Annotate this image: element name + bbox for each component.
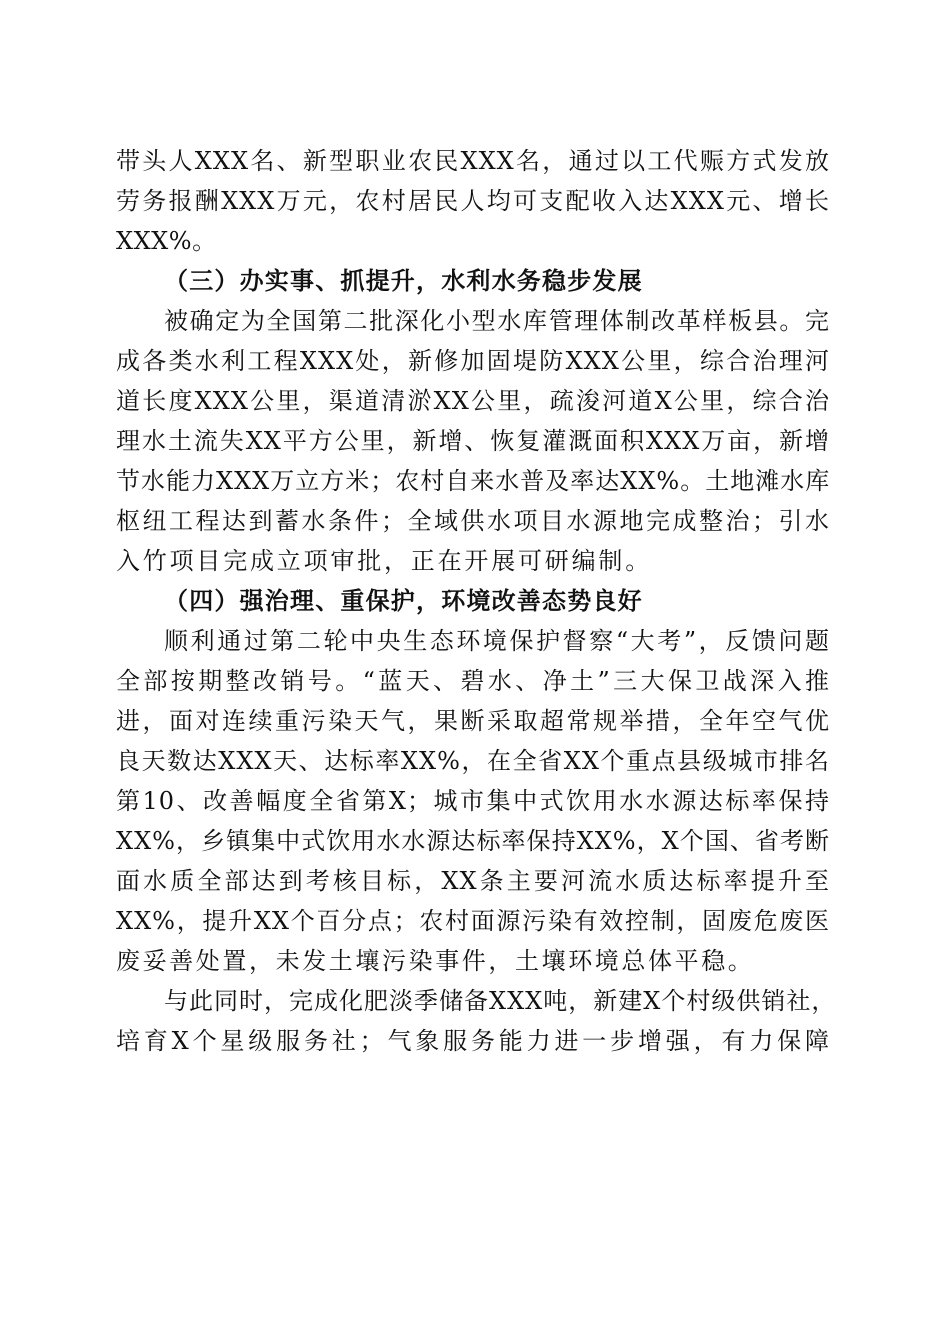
section-heading-3: （三）办实事、抓提升，水利水务稳步发展 [164, 266, 643, 295]
text-line: 节水能力XXX万立方米；农村自来水普及率达XX%。土地滩水库 [116, 467, 831, 495]
text-line: 废妥善处置，未发土壤污染事件，土壤环境总体平稳。 [116, 947, 755, 975]
text-line: 顺利通过第二轮中央生态环境保护督察“大考”，反馈问题 [164, 627, 830, 655]
text-line: XXX%。 [116, 227, 217, 255]
text-line: 带头人XXX名、新型职业农民XXX名，通过以工代赈方式发放 [116, 147, 830, 175]
text-line: 第10、改善幅度全省第X；城市集中式饮用水水源达标率保持 [116, 787, 830, 815]
text-line: 理水土流失XX平方公里，新增、恢复灌溉面积XXX万亩，新增 [116, 427, 830, 455]
text-line: 入竹项目完成立项审批，正在开展可研编制。 [116, 547, 652, 575]
text-line: 培育X个星级服务社；气象服务能力进一步增强，有力保障 [116, 1027, 830, 1055]
text-line: 成各类水利工程XXX处，新修加固堤防XXX公里，综合治理河 [116, 347, 830, 375]
text-line: 道长度XXX公里，渠道清淤XX公里，疏浚河道X公里，综合治 [116, 387, 830, 415]
text-line: 全部按期整改销号。“蓝天、碧水、净土”三大保卫战深入推 [116, 667, 830, 695]
text-line: 枢纽工程达到蓄水条件；全域供水项目水源地完成整治；引水 [116, 507, 830, 535]
document-page [116, 141, 837, 1061]
text-line: 与此同时，完成化肥淡季储备XXX吨，新建X个村级供销社， [164, 987, 837, 1015]
text-line: 被确定为全国第二批深化小型水库管理体制改革样板县。完 [164, 307, 830, 335]
text-line: 进，面对连续重污染天气，果断采取超常规举措，全年空气优 [116, 707, 830, 735]
text-line: 劳务报酬XXX万元，农村居民人均可支配收入达XXX元、增长 [116, 187, 830, 215]
text-line: XX%，乡镇集中式饮用水水源达标率保持XX%，X个国、省考断 [116, 827, 830, 855]
text-line: 面水质全部达到考核目标，XX条主要河流水质达标率提升至 [116, 867, 830, 895]
text-line: XX%，提升XX个百分点；农村面源污染有效控制，固废危废医 [116, 907, 830, 935]
text-line: 良天数达XXX天、达标率XX%，在全省XX个重点县级城市排名 [116, 747, 830, 775]
section-heading-4: （四）强治理、重保护，环境改善态势良好 [164, 586, 643, 615]
